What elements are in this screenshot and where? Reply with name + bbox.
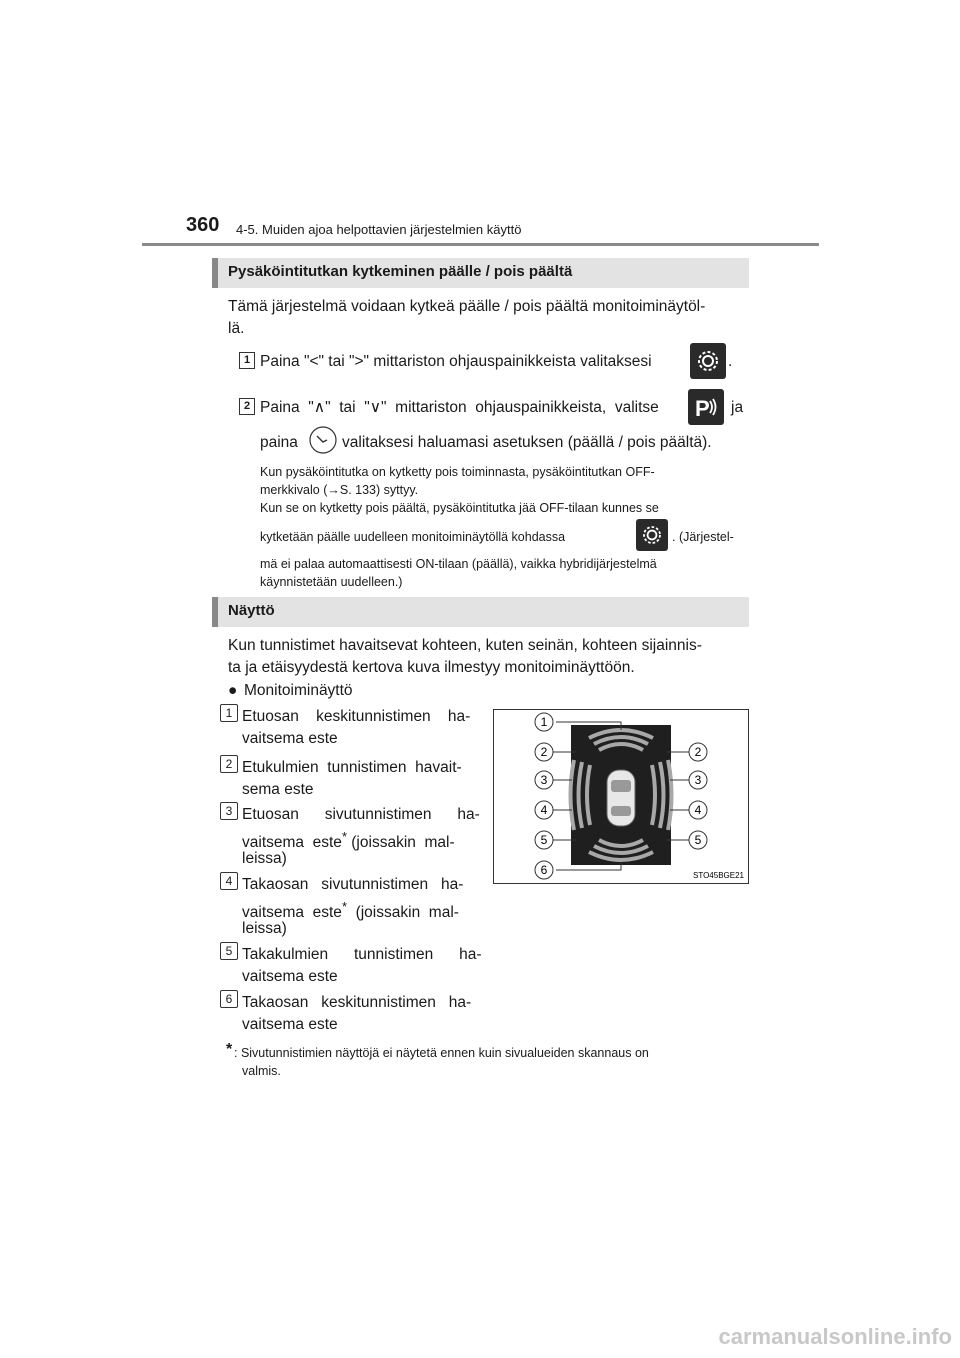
parking-sensor-icon (688, 389, 724, 425)
note-line-6: käynnistetään uudelleen.) (260, 575, 403, 589)
item-4-line-2: vaitsema este* (joissakin mal- (242, 899, 459, 922)
item-1-line-1: Etuosan keskitunnistimen ha- (242, 708, 471, 725)
note-line-5: mä ei palaa automaattisesti ON-tilaan (päällä), vaikka hybridijärjestelmä (260, 557, 657, 571)
note-line-1: Kun pysäköintitutka on kytketty pois toiminnasta, pysäköintitutkan OFF- (260, 465, 655, 479)
header-rule (142, 243, 819, 246)
display-intro-2: ta ja etäisyydestä kertova kuva ilmestyy monitoiminäyttöön. (228, 659, 635, 676)
fig-label-4-left: 4 (540, 803, 548, 817)
footnote-line-1: : Sivutunnistimien näyttöjä ei näytetä ennen kuin sivualueiden skannaus on (234, 1046, 649, 1060)
ok-button-icon (308, 425, 338, 455)
item-2-line-1: Etukulmien tunnistimen havait- (242, 759, 462, 776)
item-2-line-2: sema este (242, 781, 314, 798)
fig-label-1: 1 (540, 715, 548, 729)
item-4-star: * (341, 899, 347, 914)
step-2-text-d: valitaksesi haluamasi asetuksen (päällä / pois päältä). (342, 434, 712, 451)
fig-label-4-right: 4 (694, 803, 702, 817)
fig-label-5-right: 5 (694, 833, 702, 847)
page-number: 360 (186, 214, 220, 236)
item-6-number: 6 (220, 990, 238, 1008)
fig-label-3-left: 3 (540, 773, 548, 787)
note-line-2: merkkivalo (→S. 133) syttyy. (260, 483, 419, 497)
note-line-4-end: . (Järjestel- (672, 530, 734, 544)
item-3-line-1: Etuosan sivutunnistimen ha- (242, 806, 480, 823)
section-heading-text: Pysäköintitutkan kytkeminen päälle / pois päältä (228, 263, 573, 280)
step-2-marker: 2 (239, 398, 255, 415)
fig-label-2-left: 2 (540, 745, 548, 759)
item-1-number: 1 (220, 704, 238, 722)
step-1-marker: 1 (239, 352, 255, 369)
step-2-text-b: ja (731, 399, 744, 416)
item-4-line-3: leissa) (242, 920, 287, 937)
bullet-text: Monitoiminäyttö (244, 682, 353, 699)
site-watermark[interactable]: carmanualsonline.info (718, 1324, 952, 1349)
display-intro-1: Kun tunnistimet havaitsevat kohteen, kuten seinän, kohteen sijainnis- (228, 637, 702, 654)
note-line-3: Kun se on kytketty pois päältä, pysäköintitutka jää OFF-tilaan kunnes se (260, 501, 659, 515)
item-4-number: 4 (220, 872, 238, 890)
bullet-icon: ● (228, 682, 238, 699)
item-5-line-2: vaitsema este (242, 968, 338, 985)
settings-gear-icon-small (636, 519, 668, 551)
item-3-number: 3 (220, 802, 238, 820)
footnote-star: * (226, 1041, 233, 1058)
intro-line-2: lä. (228, 320, 245, 337)
step-2-text-a: Paina "∧" tai "∨" mittariston ohjauspainikkeista, valitse (260, 399, 659, 416)
sensor-diagram (494, 710, 748, 883)
item-1-line-2: vaitsema este (242, 730, 338, 747)
step-2-text-c: paina (260, 434, 298, 451)
intro-line-1: Tämä järjestelmä voidaan kytkeä päälle / pois päältä monitoiminäytöl- (228, 298, 706, 315)
step-1-text: Paina "<" tai ">" mittariston ohjauspainikkeista valitaksesi (260, 353, 652, 370)
sensor-display-figure (493, 709, 749, 884)
footnote-line-2: valmis. (242, 1064, 281, 1078)
fig-label-3-right: 3 (694, 773, 702, 787)
section-heading-display (212, 597, 749, 627)
figure-code: STO45BGE21 (693, 871, 744, 880)
item-3-line-2: vaitsema este* (joissakin mal- (242, 829, 455, 852)
fig-label-2-right: 2 (694, 745, 702, 759)
item-5-number: 5 (220, 942, 238, 960)
section-heading-radar-toggle (212, 258, 749, 288)
item-3-star: * (341, 829, 347, 844)
section-heading-text: Näyttö (228, 602, 275, 619)
item-6-line-2: vaitsema este (242, 1016, 338, 1033)
item-5-line-1: Takakulmien tunnistimen ha- (242, 946, 482, 963)
item-2-number: 2 (220, 755, 238, 773)
item-3-line-3: leissa) (242, 850, 287, 867)
fig-label-5-left: 5 (540, 833, 548, 847)
settings-gear-icon (690, 343, 726, 379)
item-6-line-1: Takaosan keskitunnistimen ha- (242, 994, 472, 1011)
note-line-4: kytketään päälle uudelleen monitoiminäytöllä kohdassa (260, 530, 566, 544)
fig-label-6: 6 (540, 863, 548, 877)
step-1-end: . (728, 353, 733, 370)
item-4-line-1: Takaosan sivutunnistimen ha- (242, 876, 464, 893)
chapter-title: 4-5. Muiden ajoa helpottavien järjestelmien käyttö (236, 222, 522, 237)
svg-text:P: P (695, 396, 710, 421)
